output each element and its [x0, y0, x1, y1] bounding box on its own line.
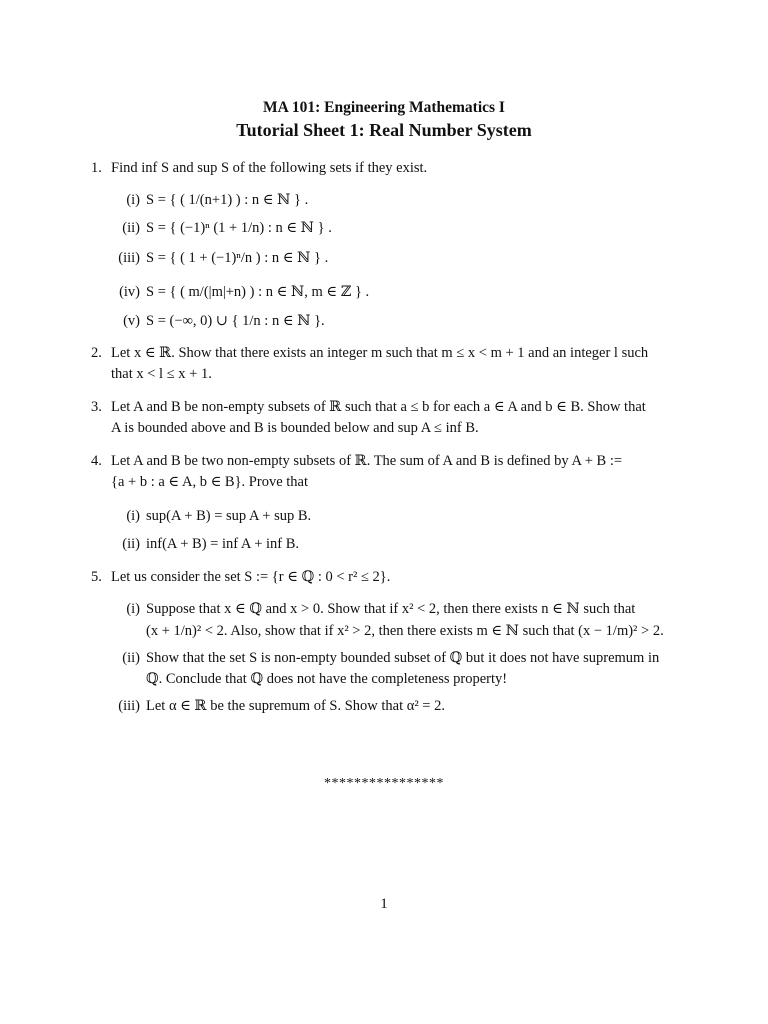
q5-part-ii-line-2: ℚ. Conclude that ℚ does not have the completeness property!: [146, 671, 508, 687]
q1-part-i-math: S = { ( 1/(n+1) ) : n ∈ ℕ } .: [146, 192, 309, 208]
q4-part-ii-math: inf(A + B) = inf A + inf B.: [146, 536, 300, 552]
course-title: MA 101: Engineering Mathematics I: [263, 99, 505, 116]
question-4-line-2: {a + b : a ∈ A, b ∈ B}. Prove that: [111, 474, 309, 490]
q5-part-i-line-1: Suppose that x ∈ ℚ and x > 0. Show that if x² < 2, then there exists n ∈ ℕ such that: [146, 601, 636, 617]
question-2-number: 2.: [91, 345, 102, 361]
page-number: 1: [380, 896, 388, 912]
question-5-text: Let us consider the set S := {r ∈ ℚ : 0 < r² ≤ 2}.: [111, 569, 391, 585]
q1-part-iv-math: S = { ( m/(|m|+n) ) : n ∈ ℕ, m ∈ ℤ } .: [146, 284, 370, 300]
q5-part-i-label: (i): [126, 601, 140, 617]
q4-part-i-label: (i): [126, 508, 140, 524]
q1-part-iii-label: (iii): [118, 250, 140, 266]
question-3-line-2: A is bounded above and B is bounded below and sup A ≤ inf B.: [111, 420, 479, 436]
q1-part-iii-math: S = { ( 1 + (−1)ⁿ/n ) : n ∈ ℕ } .: [146, 250, 329, 266]
question-1-number: 1.: [91, 160, 102, 176]
q5-part-iii-label: (iii): [118, 698, 140, 714]
question-5-number: 5.: [91, 569, 102, 585]
q5-part-ii-line-1: Show that the set S is non-empty bounded subset of ℚ but it does not have supremum in: [146, 650, 660, 666]
q4-part-ii-label: (ii): [122, 536, 140, 552]
question-2-line-1: Let x ∈ ℝ. Show that there exists an integer m such that m ≤ x < m + 1 and an integer l such: [111, 345, 649, 361]
q1-part-ii-label: (ii): [122, 220, 140, 236]
q1-part-iv-label: (iv): [119, 284, 140, 300]
q5-part-ii-label: (ii): [122, 650, 140, 666]
q1-part-v-label: (v): [123, 313, 140, 329]
separator-stars: ****************: [324, 776, 444, 791]
question-2-line-2: that x < l ≤ x + 1.: [111, 366, 212, 382]
q1-part-v-math: S = (−∞, 0) ∪ { 1/n : n ∈ ℕ }.: [146, 313, 325, 329]
sheet-title: Tutorial Sheet 1: Real Number System: [236, 120, 532, 140]
question-3-number: 3.: [91, 399, 102, 415]
question-3-line-1: Let A and B be non-empty subsets of ℝ such that a ≤ b for each a ∈ A and b ∈ B. Show that: [111, 399, 646, 415]
question-4-number: 4.: [91, 453, 102, 469]
question-1-text: Find inf S and sup S of the following sets if they exist.: [111, 160, 428, 176]
q4-part-i-math: sup(A + B) = sup A + sup B.: [146, 508, 312, 524]
q5-part-i-line-2: (x + 1/n)² < 2. Also, show that if x² > 2, then there exists m ∈ ℕ such that (x − 1/m)² > 2.: [146, 623, 664, 639]
question-4-line-1: Let A and B be two non-empty subsets of ℝ. The sum of A and B is defined by A + B :=: [111, 453, 623, 469]
q5-part-iii-line-1: Let α ∈ ℝ be the supremum of S. Show that α² = 2.: [146, 698, 445, 714]
q1-part-i-label: (i): [126, 192, 140, 208]
q1-part-ii-math: S = { (−1)ⁿ (1 + 1/n) : n ∈ ℕ } .: [146, 220, 332, 236]
